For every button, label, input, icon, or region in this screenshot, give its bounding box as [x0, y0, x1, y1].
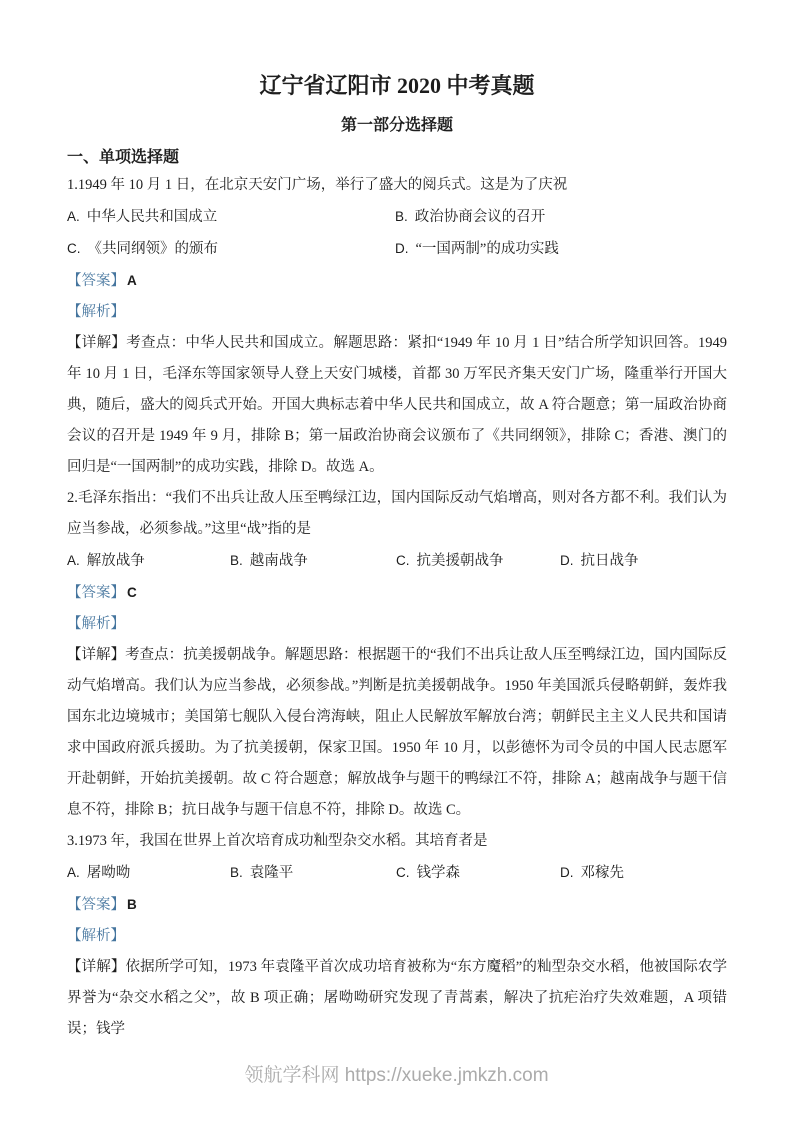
option-b [230, 545, 396, 577]
option-text: 抗日战争 [580, 553, 639, 569]
option-text: 邓稼先 [580, 865, 624, 881]
option-letter: C. [396, 865, 410, 880]
option-d [395, 233, 727, 265]
question-stem: 1.1949 年 10 月 1 日，在北京天安门广场，举行了盛大的阅兵式。这是为了庆祝 [67, 177, 568, 193]
answer-label: 【答案】 [67, 897, 125, 913]
detail-label: 【详解】 [67, 959, 126, 975]
option-letter: C. [67, 241, 81, 256]
option-c [67, 233, 395, 265]
options-grid [67, 857, 727, 889]
option-d [560, 857, 727, 889]
option-text: 钱学森 [416, 865, 460, 881]
option-text: 越南战争 [249, 553, 308, 569]
option-text: 政治协商会议的召开 [414, 209, 546, 225]
option-letter: A. [67, 553, 80, 568]
answer-row [67, 889, 727, 921]
option-text: “一国两制”的成功实践 [415, 241, 559, 257]
analysis-label: 【解析】 [67, 616, 125, 632]
detail-paragraph [67, 952, 727, 1045]
option-text: 解放战争 [86, 553, 145, 569]
option-letter: A. [67, 865, 80, 880]
option-c [396, 857, 560, 889]
option-letter: B. [230, 865, 243, 880]
option-b [395, 201, 727, 233]
answer-value: B [127, 897, 137, 912]
footer-watermark: 领航学科网 https://xueke.jmkzh.com [244, 1065, 549, 1086]
answer-row [67, 265, 727, 297]
document-content [67, 74, 727, 1045]
question-stem: 3.1973 年，我国在世界上首次培育成功籼型杂交水稻。其培育者是 [67, 833, 488, 849]
question-block-1 [67, 170, 727, 483]
detail-paragraph [67, 328, 727, 483]
question-block-3 [67, 826, 727, 1045]
answer-row [67, 577, 727, 609]
section-heading: 一、单项选择题 [67, 149, 180, 166]
analysis-label: 【解析】 [67, 928, 125, 944]
page-subtitle: 第一部分选择题 [340, 117, 453, 134]
detail-text: 考查点：中华人民共和国成立。解题思路：紧扣“1949 年 10 月 1 日”结合所学知识回答。1949 年 10 月 1 日，毛泽东等国家领导人登上天安门城楼，首都 30 万军民齐集天安门广场，隆重举行开国大典，随后，盛大的阅兵式开始。开国大典标志着中华人民共和国成立，故 A 符合题意；第一届政治协商会议的召开是 1949 年 9 月，排除 B；第一届政治协商会议颁布了《共同纲领》，排除 C；香港、澳门的回归是“一国两制”的成功实践，排除 D。故选 A。 [67, 335, 727, 475]
analysis-label: 【解析】 [67, 304, 125, 320]
detail-paragraph [67, 640, 727, 826]
option-a [67, 545, 230, 577]
page-title: 辽宁省辽阳市 2020 中考真题 [259, 73, 535, 98]
analysis-row [67, 297, 727, 328]
option-d [560, 545, 727, 577]
answer-label: 【答案】 [67, 273, 125, 289]
option-letter: D. [560, 865, 574, 880]
option-letter: B. [230, 553, 243, 568]
option-a [67, 857, 230, 889]
option-text: 屠呦呦 [86, 865, 131, 881]
detail-text: 考查点：抗美援朝战争。解题思路：根据题干的“我们不出兵让敌人压至鸭绿江边，国内国际反动气焰增高。我们认为应当参战，必须参战。”判断是抗美援朝战争。1950 年美国派兵侵略朝鲜，轰炸我国东北边境城市；美国第七舰队入侵台湾海峡，阻止人民解放军解放台湾；朝鲜民主主义人民共和国请求中国政府派兵援助。为了抗美援朝，保家卫国。1950 年 10 月，以彭德怀为司令员的中国人民志愿军开赴朝鲜，开始抗美援朝。故 C 符合题意；解放战争与题干的鸭绿江不符，排除 A；越南战争与题干信息不符，排除 B；抗日战争与题干信息不符，排除 D。故选 C。 [67, 647, 728, 818]
option-b [230, 857, 396, 889]
option-letter: B. [395, 209, 408, 224]
option-c [396, 545, 560, 577]
question-block-2 [67, 483, 727, 826]
option-letter: D. [395, 241, 409, 256]
question-stem: 2.毛泽东指出：“我们不出兵让敌人压至鸭绿江边，国内国际反动气焰增高，则对各方都不利。我们认为应当参战，必须参战。”这里“战”指的是 [67, 490, 727, 537]
analysis-row [67, 921, 727, 952]
options-grid [67, 201, 727, 265]
option-text: 袁隆平 [249, 865, 294, 881]
answer-label: 【答案】 [67, 585, 125, 601]
answer-value: C [127, 585, 137, 600]
detail-text: 依据所学可知，1973 年袁隆平首次成功培育被称为“东方魔稻”的籼型杂交水稻，他被国际农学界誉为“杂交水稻之父”，故 B 项正确；屠呦呦研究发现了青蒿素，解决了抗疟治疗失效难题，A 项错误；钱学 [67, 959, 727, 1037]
option-letter: C. [396, 553, 410, 568]
detail-label: 【详解】 [67, 647, 126, 663]
analysis-row [67, 609, 727, 640]
option-text: 中华人民共和国成立 [86, 209, 218, 225]
detail-label: 【详解】 [67, 335, 127, 351]
option-letter: A. [67, 209, 80, 224]
answer-value: A [127, 273, 137, 288]
option-text: 《共同纲领》的颁布 [87, 241, 218, 257]
options-grid [67, 545, 727, 577]
option-letter: D. [560, 553, 574, 568]
option-a [67, 201, 395, 233]
option-text: 抗美援朝战争 [416, 553, 504, 569]
